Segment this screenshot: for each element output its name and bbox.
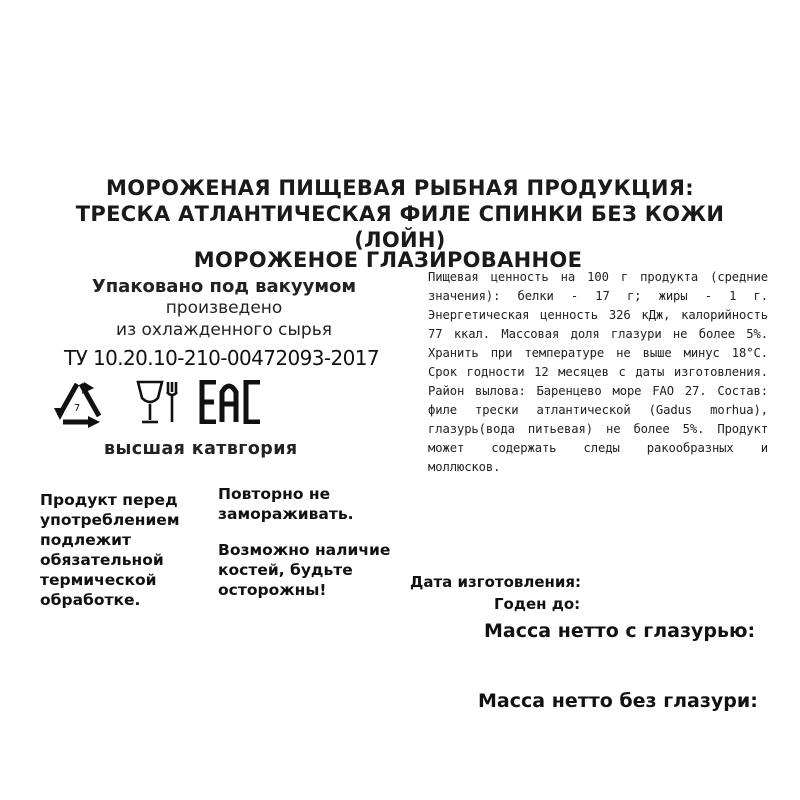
- produced-label: произведено: [165, 298, 283, 318]
- recycle-icon: [48, 378, 106, 433]
- raw-material-label: из охлажденного сырья: [116, 320, 332, 340]
- title-line-1: МОРОЖЕНАЯ ПИЩЕВАЯ РЫБНАЯ ПРОДУКЦИЯ:: [106, 176, 694, 200]
- composition-text: Пищевая ценность на 100 г продукта (средние значения): белки - 17 г; жиры - 1 г. Энергетическая ценность 326 кДж, калорийность 77 ккал. Массовая доля глазури не более 5%. Хранить при температуре не выше минус 18°С. Срок годности 12 месяцев с даты изготовления. Район вылова: Баренцево море FAO 27. Состав: филе трески атлантической (Gadus morhua), глазурь(вода питьевая) не более 5%. Продукт может содержать следы ракообразных и моллюсков.: [428, 270, 768, 474]
- net-weight-without-glaze-label: Масса нетто без глазури:: [478, 690, 758, 712]
- technical-standard: ТУ 10.20.10-210-00472093-2017: [64, 346, 379, 370]
- title-line-2: ТРЕСКА АТЛАНТИЧЕСКАЯ ФИЛЕ СПИНКИ БЕЗ КОЖИ: [75, 202, 725, 226]
- glass-fork-icon: [134, 378, 184, 433]
- best-before-label: Годен до:: [494, 595, 581, 613]
- certification-icons: [48, 378, 268, 430]
- grade-label: высшая катвгория: [104, 439, 298, 459]
- svg-text:7: 7: [73, 403, 81, 414]
- net-weight-with-glaze-label: Масса нетто с глазурью:: [484, 620, 756, 642]
- manufacture-date-label: Дата изготовления:: [410, 573, 582, 591]
- eac-mark-icon: [198, 380, 264, 429]
- title-line-4: МОРОЖЕНОЕ ГЛАЗИРОВАННОЕ: [193, 248, 583, 272]
- refreeze-warning: Повторно не замораживать.: [218, 485, 354, 523]
- heat-treatment-warning: Продукт перед употреблением подлежит обязательной термической обработке.: [40, 491, 180, 609]
- bones-warning: Возможно наличие костей, будьте осторожны!: [218, 541, 391, 599]
- vacuum-packed-label: Упаковано под вакуумом: [91, 276, 357, 297]
- title-line-3: (ЛОЙН): [354, 228, 446, 252]
